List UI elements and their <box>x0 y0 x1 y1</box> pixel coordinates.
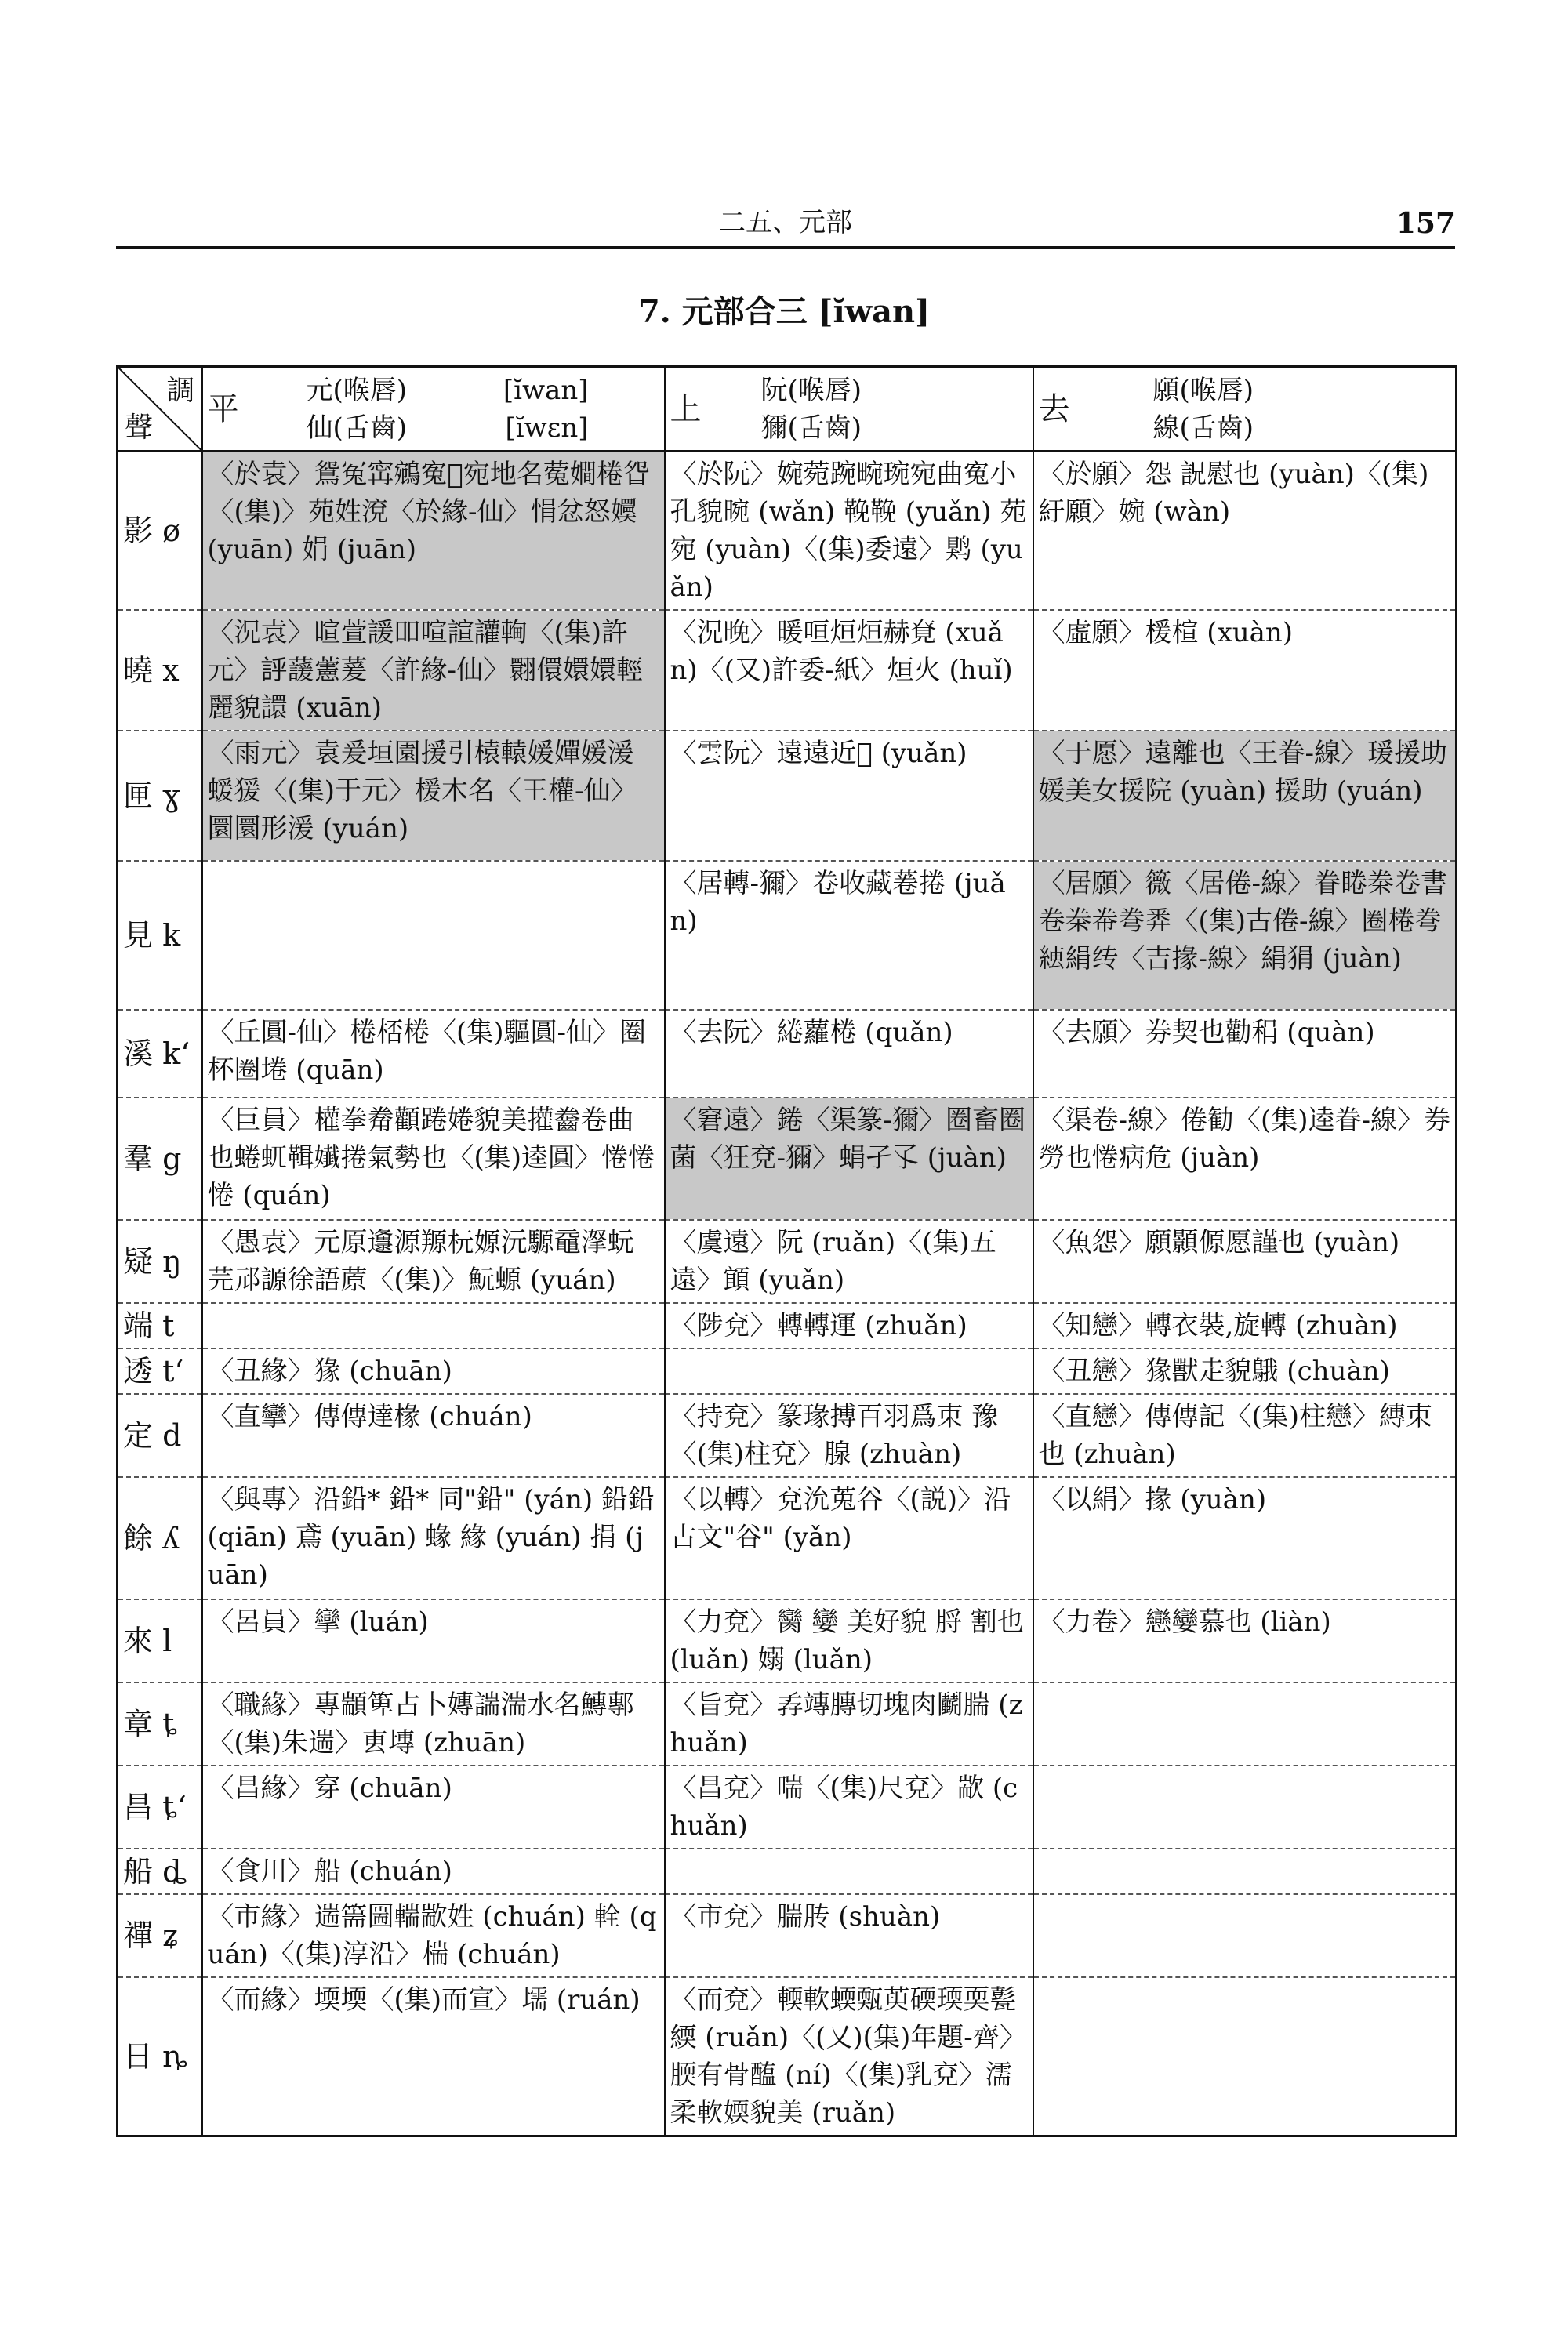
qu-cell: 〈力卷〉戀孌慕也 (liàn) <box>1033 1599 1457 1682</box>
page-number: 157 <box>1396 207 1455 240</box>
initial-cell: 禪 ʑ <box>118 1894 202 1977</box>
shang-header <box>665 367 1033 452</box>
qu-cell: 〈居願〉䉠〈居倦-線〉眷睠桊卷書卷桊帣弮𢍏〈(集)古倦-線〉圈棬弮𦁆絹䌸〈吉掾-線〉絹狷 (juàn) <box>1033 861 1457 1010</box>
ping-cell: 〈與專〉沿鉛* 鉛* 同"鉛" (yán) 鉛鉛 (qiān) 鳶 (yuān) 蝝 緣 (yuán) 捐 (juān) <box>202 1477 665 1599</box>
ping-cell: 〈呂員〉攣 (luán) <box>202 1599 665 1682</box>
initial-cell: 見 k <box>118 861 202 1010</box>
initial-axis-label: 聲 <box>125 412 154 444</box>
table-row <box>118 1894 1457 1977</box>
qu-cell: 〈虛願〉楥楦 (xuàn) <box>1033 610 1457 731</box>
ping-cell <box>202 1303 665 1348</box>
corner-cell <box>118 367 202 452</box>
ping-cell: 〈於袁〉鴛冤𡩋鵷寃𡨝宛地名蒬𡢃棬眢〈(集)〉苑姓渷〈於緣-仙〉悁忿怒嬽 (yuān) 娟 (juān) <box>202 452 665 611</box>
shang-cell: 〈於阮〉婉菀踠畹琬宛曲寃小孔貌晼 (wǎn) 鞔鞔 (yuǎn) 苑宛 (yuàn)〈(集)委遠〉䴗 (yuǎn) <box>665 452 1033 611</box>
table-row <box>118 1477 1457 1599</box>
initial-cell: 影 ø <box>118 452 202 611</box>
ping-cell: 〈而緣〉堧堧〈(集)而宣〉壖 (ruán) <box>202 1977 665 2136</box>
table-row <box>118 610 1457 731</box>
ping-rhyme-1: 元(喉唇) <box>306 374 408 406</box>
qu-cell: 〈丑戀〉猭獸走貌䳘 (chuàn) <box>1033 1348 1457 1394</box>
initial-cell: 疑 ŋ <box>118 1220 202 1303</box>
table-title: 7. 元部合三 [ĭwan] <box>637 293 931 330</box>
ping-header <box>202 367 665 452</box>
table-row <box>118 1977 1457 2136</box>
shang-cell: 〈況晚〉暖咺烜烜赫䙽 (xuǎn)〈(又)許委-紙〉烜火 (huǐ) <box>665 610 1033 731</box>
initial-cell: 匣 ɣ <box>118 731 202 861</box>
qu-cell <box>1033 1766 1457 1849</box>
ping-cell: 〈職緣〉專顓箄占卜嫥諯湍水名鱄鄟〈(集)朱遄〉叀塼 (zhuān) <box>202 1682 665 1766</box>
initial-cell: 章 ȶ <box>118 1682 202 1766</box>
qu-cell: 〈知戀〉轉衣裝,旋轉 (zhuàn) <box>1033 1303 1457 1348</box>
initial-cell: 船 ȡ <box>118 1849 202 1894</box>
shang-cell: 〈雲阮〉遠遠近𩔿 (yuǎn) <box>665 731 1033 861</box>
shang-cell: 〈虞遠〉阮 (ruǎn)〈(集)五遠〉𩓧 (yuǎn) <box>665 1220 1033 1303</box>
initial-cell: 日 ȵ <box>118 1977 202 2136</box>
initial-cell: 昌 ȶʻ <box>118 1766 202 1849</box>
ping-cell: 〈況袁〉暄萱諼吅喧諠讙䡘〈(集)許元〉𧦝蘐藼萲〈許緣-仙〉翾儇嬛嬛輕麗貌譞 (xuān) <box>202 610 665 731</box>
shang-cell: 〈力兗〉臠 孌 美好貌 脟 割也 (luǎn) 嫋 (luǎn) <box>665 1599 1033 1682</box>
ping-cell: 〈市緣〉遄篅圌輲歂姓 (chuán) 輇 (quán)〈(集)淳沿〉椯 (chuán) <box>202 1894 665 1977</box>
ping-rhyme-1-ipa: [ĭwan] <box>503 374 589 406</box>
table-row <box>118 1394 1457 1477</box>
shang-cell <box>665 1849 1033 1894</box>
rhyme-table <box>116 365 1457 2137</box>
header-row <box>118 367 1457 452</box>
shang-rhyme-1: 阮(喉唇) <box>760 374 862 406</box>
qu-cell <box>1033 1682 1457 1766</box>
shang-rhyme-2: 獮(舌齒) <box>760 412 862 444</box>
shang-cell: 〈而兗〉輭軟蝡㼲萸碝瑌耎甏緛 (ruǎn)〈(又)(集)年題-齊〉腝有骨醢 (ní)〈(集)乳兗〉濡柔軟媆貌美 (ruǎn) <box>665 1977 1033 2136</box>
shang-cell <box>665 1348 1033 1394</box>
ping-cell: 〈食川〉船 (chuán) <box>202 1849 665 1894</box>
ping-cell: 〈昌緣〉穿 (chuān) <box>202 1766 665 1849</box>
qu-cell <box>1033 1977 1457 2136</box>
initial-cell: 餘 ʎ <box>118 1477 202 1599</box>
initial-cell: 定 d <box>118 1394 202 1477</box>
table-row <box>118 1682 1457 1766</box>
table-row <box>118 1220 1457 1303</box>
page-header <box>116 196 1455 249</box>
qu-tone-name: 去 <box>1038 390 1070 427</box>
shang-cell: 〈去阮〉綣蘿棬 (quǎn) <box>665 1010 1033 1098</box>
ping-rhyme-2-ipa: [ĭwɛn] <box>505 412 589 444</box>
qu-cell: 〈於願〉怨 詋慰也 (yuàn)〈(集)紆願〉婉 (wàn) <box>1033 452 1457 611</box>
qu-rhyme-2: 線(舌齒) <box>1152 412 1254 444</box>
shang-cell: 〈以轉〉兗沇莵谷〈(説)〉沿古文"谷" (yǎn) <box>665 1477 1033 1599</box>
ping-tone-name: 平 <box>207 390 239 427</box>
qu-cell: 〈去願〉券契也勸䅌 (quàn) <box>1033 1010 1457 1098</box>
ping-cell: 〈愚袁〉元原邍源羱杬嫄沅騵黿𣸏蚖芫邧謜徐語蒝〈(集)〉魭螈 (yuán) <box>202 1220 665 1303</box>
qu-cell <box>1033 1849 1457 1894</box>
running-title: 二五、元部 <box>719 207 852 238</box>
shang-tone-name: 上 <box>670 390 702 427</box>
qu-cell: 〈于愿〉遠離也〈王眷-線〉瑗援助媛美女援院 (yuàn) 援助 (yuán) <box>1033 731 1457 861</box>
table-row <box>118 731 1457 861</box>
initial-cell: 來 l <box>118 1599 202 1682</box>
shang-cell: 〈陟兗〉轉轉運 (zhuǎn) <box>665 1303 1033 1348</box>
shang-cell: 〈旨兗〉孨竱膞切塊肉鬬腨 (zhuǎn) <box>665 1682 1033 1766</box>
qu-header <box>1033 367 1457 452</box>
initial-cell: 端 t <box>118 1303 202 1348</box>
qu-cell: 〈魚怨〉願顥傆愿謹也 (yuàn) <box>1033 1220 1457 1303</box>
ping-cell <box>202 861 665 1010</box>
qu-cell: 〈直戀〉傳傳記〈(集)柱戀〉縳束也 (zhuàn) <box>1033 1394 1457 1477</box>
table-row <box>118 1348 1457 1394</box>
ping-cell: 〈丘圓-仙〉棬桮棬〈(集)驅圓-仙〉圈杯圈埢 (quān) <box>202 1010 665 1098</box>
ping-cell: 〈巨員〉權拳觠顴踡婘貌美㩲齤卷曲也蜷𧈭䩰𡣳捲氣勢也〈(集)逵圓〉惓惓惓 (quán) <box>202 1098 665 1220</box>
tone-axis-label: 調 <box>166 375 195 407</box>
table-row <box>118 452 1457 611</box>
shang-cell: 〈持兗〉篆瑑搏百羽爲束 豫〈(集)柱兗〉腺 (zhuàn) <box>665 1394 1033 1477</box>
ping-rhyme-2: 仙(舌齒) <box>306 412 408 444</box>
table-row <box>118 1010 1457 1098</box>
ping-cell: 〈直攣〉傳傳達椽 (chuán) <box>202 1394 665 1477</box>
ping-cell: 〈雨元〉袁爰垣園援引榬轅媛嬋媛湲蝯猨〈(集)于元〉楥木名〈王權-仙〉圜圜形湲 (yuán) <box>202 731 665 861</box>
qu-cell: 〈渠卷-線〉倦勧〈(集)逵眷-線〉券勞也惓病危 (juàn) <box>1033 1098 1457 1220</box>
shang-cell: 〈昌兗〉喘〈(集)尺兗〉歂 (chuǎn) <box>665 1766 1033 1849</box>
shang-cell: 〈居轉-獮〉卷收藏菤捲 (juǎn) <box>665 861 1033 1010</box>
qu-rhyme-1: 願(喉唇) <box>1152 374 1254 406</box>
table-row <box>118 1098 1457 1220</box>
table-row <box>118 1599 1457 1682</box>
ping-cell: 〈丑緣〉猭 (chuān) <box>202 1348 665 1394</box>
initial-cell: 溪 kʻ <box>118 1010 202 1098</box>
qu-cell: 〈以絹〉掾 (yuàn) <box>1033 1477 1457 1599</box>
initial-cell: 曉 x <box>118 610 202 731</box>
table-row <box>118 1849 1457 1894</box>
qu-cell <box>1033 1894 1457 1977</box>
initial-cell: 透 tʻ <box>118 1348 202 1394</box>
shang-cell: 〈市兗〉腨䏝 (shuàn) <box>665 1894 1033 1977</box>
table-row <box>118 1303 1457 1348</box>
shang-cell: 〈窘遠〉錈〈渠篆-獮〉圈畜圈菌〈狂兗-獮〉蜎孑孓 (juàn) <box>665 1098 1033 1220</box>
initial-cell: 羣 g <box>118 1098 202 1220</box>
table-row <box>118 1766 1457 1849</box>
table-row <box>118 861 1457 1010</box>
